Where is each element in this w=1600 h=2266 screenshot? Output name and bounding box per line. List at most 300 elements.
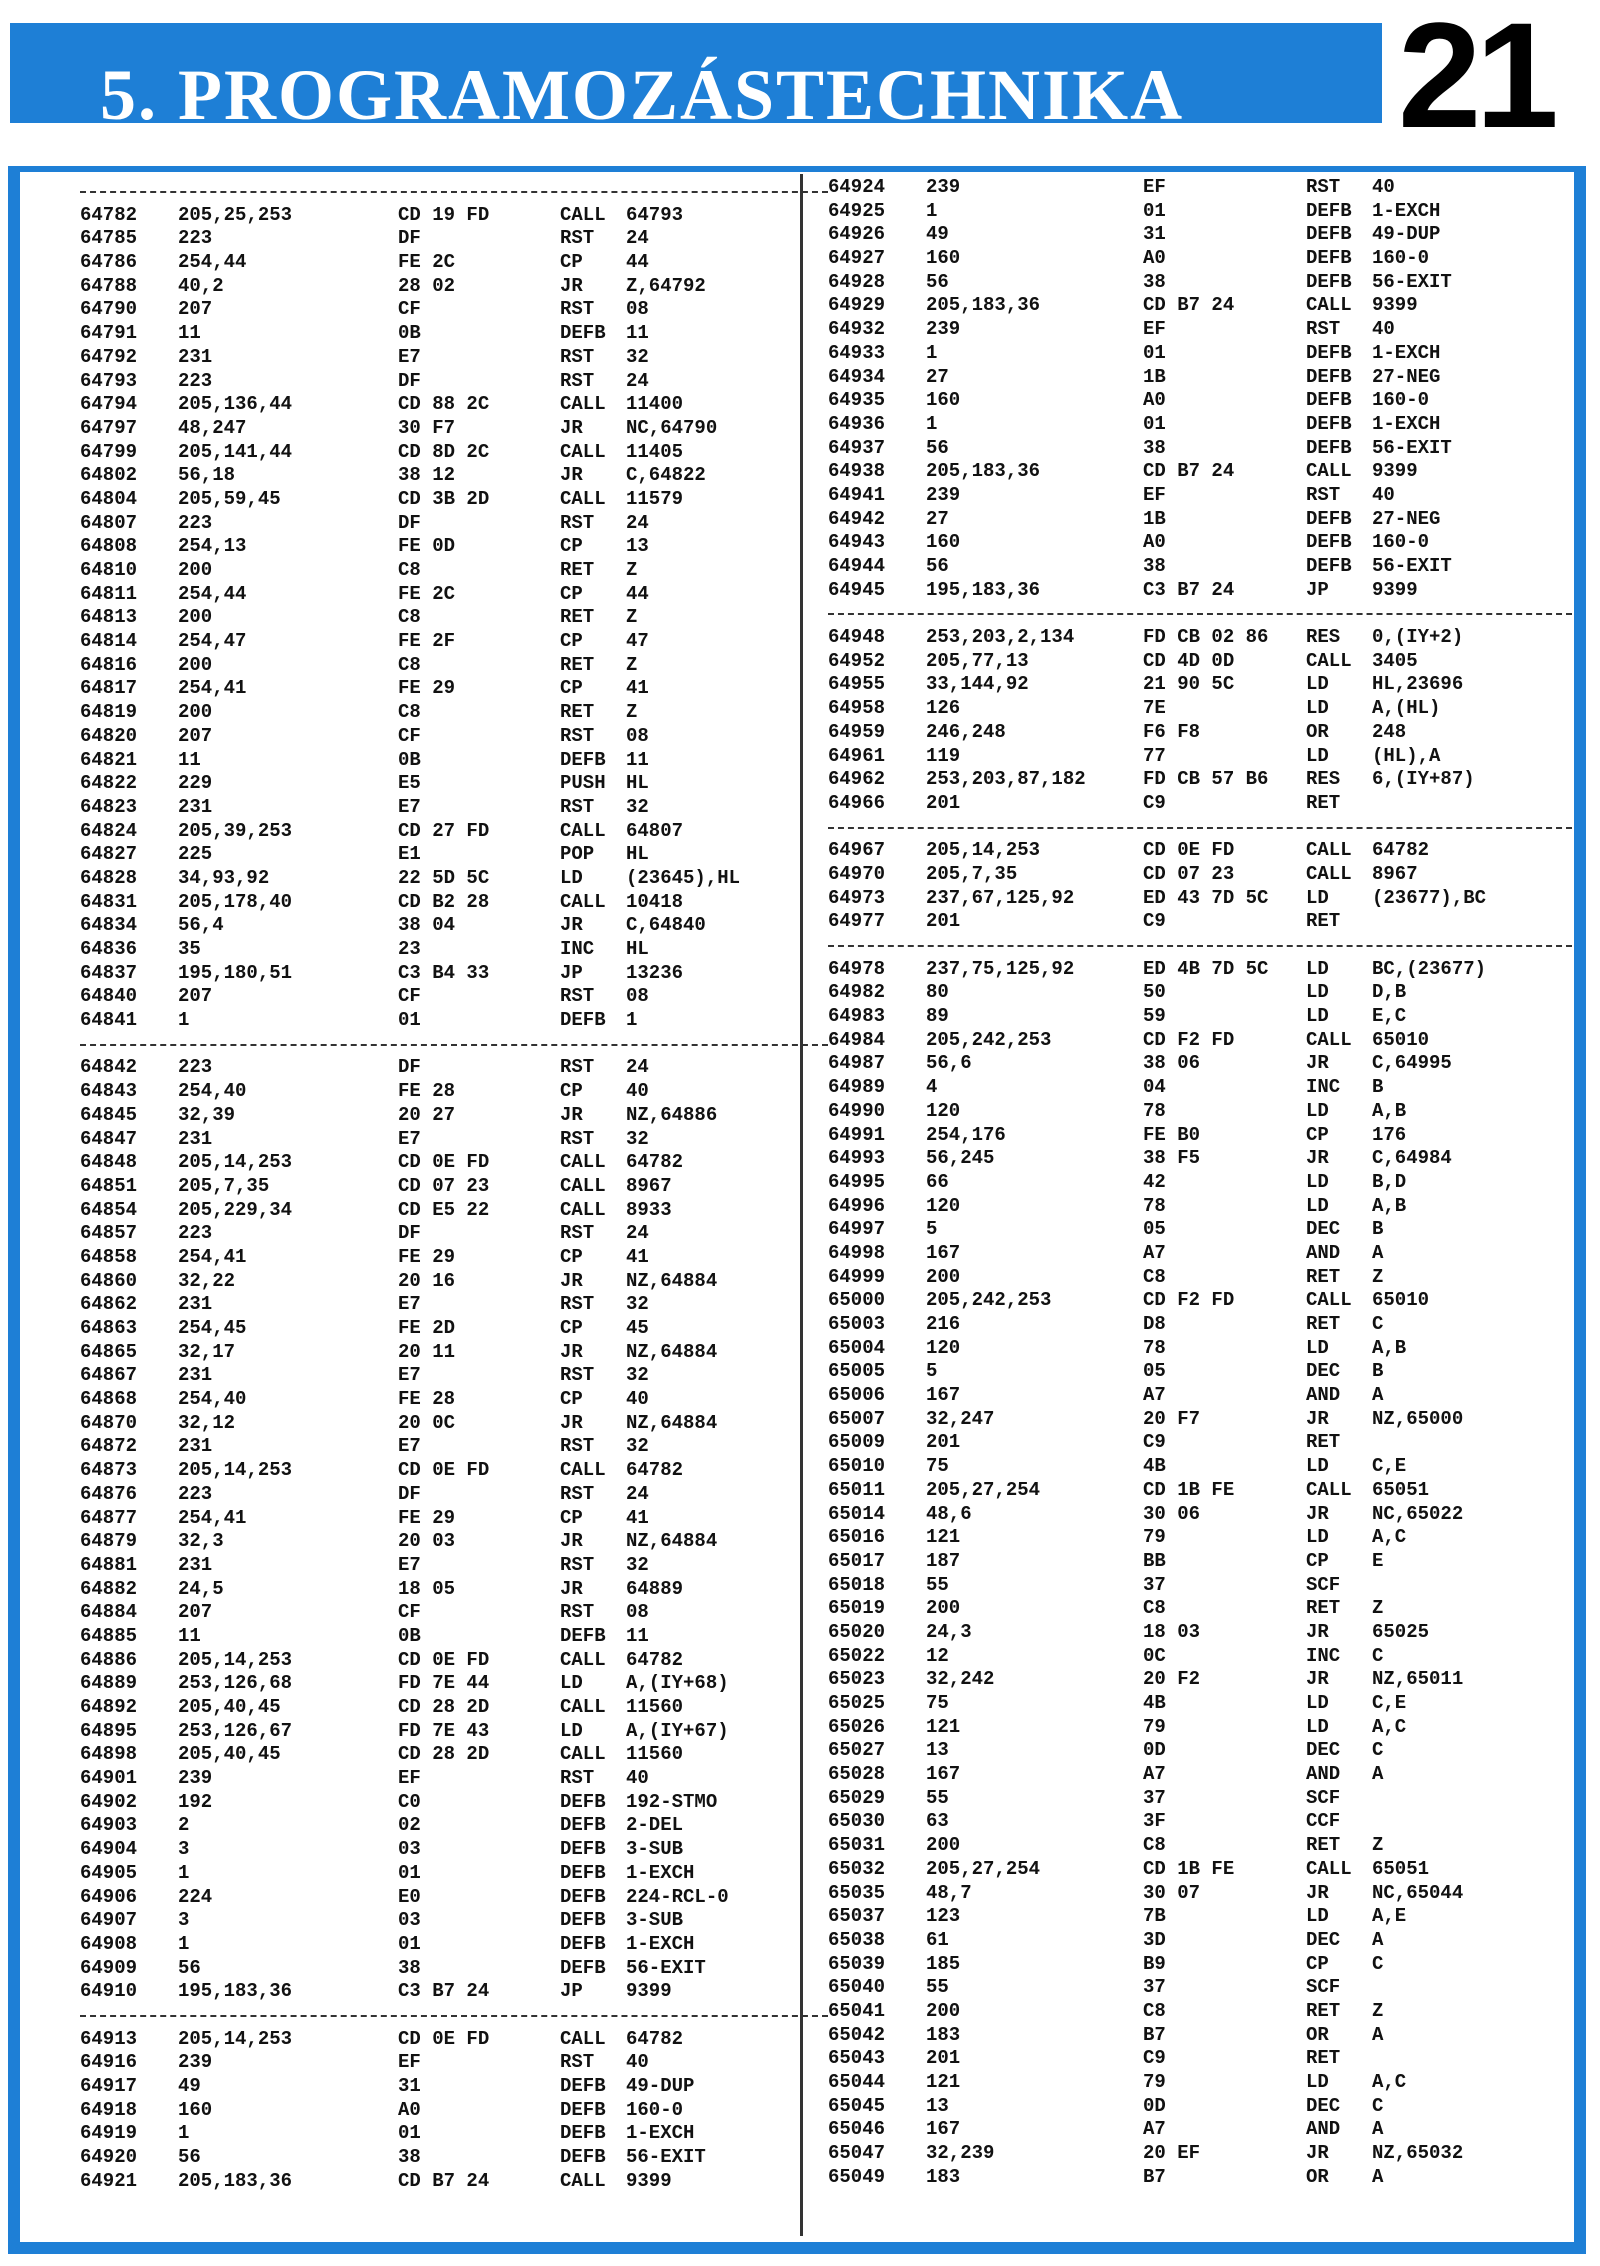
mnemonic: RST bbox=[560, 724, 595, 747]
operand: Z bbox=[1372, 1834, 1384, 1857]
address: 65046 bbox=[828, 2118, 886, 2141]
mnemonic: CALL bbox=[560, 1459, 606, 1482]
listing-row bbox=[80, 346, 820, 370]
listing-row bbox=[80, 725, 820, 749]
address: 64813 bbox=[80, 606, 138, 629]
address: 65006 bbox=[828, 1384, 886, 1407]
mnemonic: CALL bbox=[1306, 1028, 1352, 1051]
hex-bytes: DF bbox=[398, 227, 421, 250]
decimal-bytes: 35 bbox=[178, 938, 201, 960]
decimal-bytes: 24,3 bbox=[926, 1620, 972, 1643]
mnemonic: RET bbox=[1306, 1313, 1341, 1335]
decimal-bytes: 40,2 bbox=[178, 274, 224, 297]
address: 65003 bbox=[828, 1313, 886, 1335]
address: 64881 bbox=[80, 1553, 138, 1576]
listing-row bbox=[828, 223, 1568, 247]
listing-row bbox=[80, 1151, 820, 1175]
hex-bytes: CF bbox=[398, 1601, 421, 1624]
hex-bytes: CD 0E FD bbox=[1143, 839, 1235, 862]
hex-bytes: 38 12 bbox=[398, 464, 456, 487]
listing-row bbox=[80, 370, 820, 394]
address: 64970 bbox=[828, 862, 886, 885]
operand: 47 bbox=[626, 630, 649, 653]
listing-row bbox=[828, 555, 1568, 579]
hex-bytes: FE 29 bbox=[398, 677, 456, 700]
listing-row bbox=[80, 1720, 820, 1744]
address: 64782 bbox=[80, 203, 138, 226]
address: 65020 bbox=[828, 1620, 886, 1643]
operand: A bbox=[1372, 2023, 1384, 2046]
listing-row bbox=[80, 630, 820, 654]
hex-bytes: E0 bbox=[398, 1885, 421, 1908]
hex-bytes: FE 2F bbox=[398, 630, 456, 653]
hex-bytes: ED 43 7D 5C bbox=[1143, 886, 1269, 909]
operand: B bbox=[1372, 1218, 1384, 1241]
decimal-bytes: 253,126,67 bbox=[178, 1719, 293, 1742]
decimal-bytes: 32,247 bbox=[926, 1407, 995, 1430]
address: 65040 bbox=[828, 1976, 886, 1999]
address: 65004 bbox=[828, 1336, 886, 1359]
operand: 64782 bbox=[626, 1151, 684, 1174]
decimal-bytes: 239 bbox=[926, 318, 961, 341]
mnemonic: JR bbox=[1306, 1668, 1329, 1691]
operand: NZ,65011 bbox=[1372, 1668, 1464, 1691]
decimal-bytes: 192 bbox=[178, 1790, 213, 1813]
operand: 40 bbox=[626, 1767, 649, 1790]
operand: NZ,64884 bbox=[626, 1411, 718, 1434]
address: 64870 bbox=[80, 1411, 138, 1434]
mnemonic: JR bbox=[560, 1340, 583, 1363]
hex-bytes: C8 bbox=[1143, 1834, 1166, 1857]
operand: 11 bbox=[626, 748, 649, 771]
mnemonic: JR bbox=[1306, 1502, 1329, 1525]
address: 64919 bbox=[80, 2122, 138, 2145]
hex-bytes: 0B bbox=[398, 748, 421, 771]
decimal-bytes: 3 bbox=[178, 1909, 190, 1932]
hex-bytes: CD 3B 2D bbox=[398, 487, 490, 510]
address: 64885 bbox=[80, 1624, 138, 1647]
listing-row bbox=[828, 1574, 1568, 1598]
operand: 41 bbox=[626, 1506, 649, 1529]
operand: 24 bbox=[626, 227, 649, 250]
decimal-bytes: 205,7,35 bbox=[926, 862, 1018, 885]
mnemonic: CALL bbox=[560, 393, 606, 416]
hex-bytes: C8 bbox=[1143, 1597, 1166, 1620]
decimal-bytes: 246,248 bbox=[926, 720, 1006, 743]
listing-row bbox=[80, 1886, 820, 1910]
address: 64932 bbox=[828, 318, 886, 341]
hex-bytes: A7 bbox=[1143, 2118, 1166, 2141]
hex-bytes: 50 bbox=[1143, 981, 1166, 1004]
decimal-bytes: 1 bbox=[926, 341, 938, 364]
hex-bytes: CD 88 2C bbox=[398, 393, 490, 416]
mnemonic: CALL bbox=[560, 487, 606, 510]
mnemonic: OR bbox=[1306, 2023, 1329, 2046]
listing-row bbox=[828, 1858, 1568, 1882]
hex-bytes: CD F2 FD bbox=[1143, 1289, 1235, 1312]
listing-row bbox=[828, 579, 1568, 603]
mnemonic: JR bbox=[560, 1269, 583, 1292]
mnemonic: RST bbox=[560, 1435, 595, 1458]
operand: C bbox=[1372, 1644, 1384, 1667]
mnemonic: JR bbox=[560, 1530, 583, 1553]
hex-bytes: E7 bbox=[398, 1127, 421, 1150]
listing-row bbox=[80, 820, 820, 844]
hex-bytes: 20 EF bbox=[1143, 2142, 1201, 2165]
operand: HL bbox=[626, 938, 649, 960]
decimal-bytes: 1 bbox=[178, 1932, 190, 1955]
decimal-bytes: 120 bbox=[926, 1194, 961, 1217]
operand: A bbox=[1372, 1763, 1384, 1786]
decimal-bytes: 123 bbox=[926, 1905, 961, 1928]
mnemonic: CALL bbox=[560, 1648, 606, 1671]
address: 64901 bbox=[80, 1767, 138, 1790]
decimal-bytes: 160 bbox=[926, 389, 961, 412]
decimal-bytes: 205,141,44 bbox=[178, 440, 293, 463]
hex-bytes: ED 4B 7D 5C bbox=[1143, 957, 1269, 980]
operand: 41 bbox=[626, 677, 649, 700]
operand: A,(IY+67) bbox=[626, 1719, 729, 1742]
operand: Z bbox=[626, 606, 638, 629]
hex-bytes: CD 0E FD bbox=[398, 1151, 490, 1174]
hex-bytes: CD 4D 0D bbox=[1143, 649, 1235, 672]
decimal-bytes: 216 bbox=[926, 1313, 961, 1335]
operand: C,64840 bbox=[626, 914, 706, 937]
hex-bytes: A0 bbox=[1143, 389, 1166, 412]
mnemonic: SCF bbox=[1306, 1976, 1341, 1999]
address: 65043 bbox=[828, 2047, 886, 2070]
operand: Z bbox=[626, 653, 638, 676]
address: 64978 bbox=[828, 957, 886, 980]
operand: A,B bbox=[1372, 1194, 1407, 1217]
hex-bytes: CD 0E FD bbox=[398, 1459, 490, 1482]
decimal-bytes: 160 bbox=[926, 247, 961, 270]
hex-bytes: 04 bbox=[1143, 1076, 1166, 1099]
decimal-bytes: 63 bbox=[926, 1810, 949, 1833]
listing-row bbox=[828, 1052, 1568, 1076]
address: 64882 bbox=[80, 1577, 138, 1600]
operand: 11 bbox=[626, 322, 649, 345]
mnemonic: LD bbox=[1306, 1005, 1329, 1028]
hex-bytes: C8 bbox=[398, 559, 421, 581]
hex-bytes: 02 bbox=[398, 1814, 421, 1837]
decimal-bytes: 253,126,68 bbox=[178, 1672, 293, 1695]
mnemonic: CALL bbox=[560, 819, 606, 842]
address: 64793 bbox=[80, 369, 138, 392]
address: 64845 bbox=[80, 1103, 138, 1126]
mnemonic: JR bbox=[1306, 1407, 1329, 1430]
address: 64788 bbox=[80, 274, 138, 297]
decimal-bytes: 200 bbox=[178, 653, 213, 676]
address: 65011 bbox=[828, 1478, 886, 1501]
operand: 11405 bbox=[626, 440, 684, 463]
hex-bytes: CD 28 2D bbox=[398, 1743, 490, 1766]
listing-row bbox=[80, 1814, 820, 1838]
mnemonic: RST bbox=[560, 227, 595, 250]
mnemonic: INC bbox=[1306, 1644, 1341, 1667]
operand: NZ,64884 bbox=[626, 1269, 718, 1292]
hex-bytes: FE 0D bbox=[398, 535, 456, 558]
operand: 56-EXIT bbox=[1372, 555, 1452, 577]
address: 64860 bbox=[80, 1269, 138, 1292]
address: 64786 bbox=[80, 251, 138, 274]
listing-row bbox=[80, 1412, 820, 1436]
hex-bytes: CD 1B FE bbox=[1143, 1857, 1235, 1880]
listing-row bbox=[828, 768, 1568, 792]
hex-bytes: FD CB 02 86 bbox=[1143, 626, 1269, 649]
mnemonic: DEFB bbox=[560, 2146, 606, 2169]
operand: 3-SUB bbox=[626, 1838, 684, 1861]
mnemonic: JP bbox=[1306, 578, 1329, 601]
operand: 32 bbox=[626, 1435, 649, 1458]
mnemonic: RST bbox=[560, 1767, 595, 1790]
address: 65031 bbox=[828, 1834, 886, 1857]
section-separator bbox=[828, 816, 1568, 840]
address: 64824 bbox=[80, 819, 138, 842]
mnemonic: DEFB bbox=[560, 1956, 606, 1979]
hex-bytes: FE 2C bbox=[398, 251, 456, 274]
address: 64929 bbox=[828, 294, 886, 317]
hex-bytes: DF bbox=[398, 1222, 421, 1245]
listing-row bbox=[828, 508, 1568, 532]
mnemonic: LD bbox=[1306, 1455, 1329, 1478]
address: 64858 bbox=[80, 1245, 138, 1268]
decimal-bytes: 205,242,253 bbox=[926, 1028, 1052, 1051]
listing-row bbox=[80, 1317, 820, 1341]
address: 64924 bbox=[828, 176, 886, 198]
mnemonic: CALL bbox=[1306, 1289, 1352, 1312]
decimal-bytes: 200 bbox=[926, 1834, 961, 1857]
hex-bytes: A7 bbox=[1143, 1763, 1166, 1786]
listing-row bbox=[828, 318, 1568, 342]
mnemonic: LD bbox=[560, 1719, 583, 1742]
operand: 8967 bbox=[626, 1174, 672, 1197]
listing-row bbox=[828, 200, 1568, 224]
operand: C,E bbox=[1372, 1692, 1407, 1714]
listing-row bbox=[828, 1384, 1568, 1408]
mnemonic: RST bbox=[560, 345, 595, 368]
listing-row bbox=[828, 1763, 1568, 1787]
hex-bytes: E7 bbox=[398, 1293, 421, 1316]
operand: 0,(IY+2) bbox=[1372, 626, 1464, 649]
operand: C,64984 bbox=[1372, 1147, 1452, 1170]
hex-bytes: 21 90 5C bbox=[1143, 673, 1235, 696]
hex-bytes: 20 F2 bbox=[1143, 1668, 1201, 1691]
operand: 56-EXIT bbox=[1372, 270, 1452, 293]
hex-bytes: DF bbox=[398, 511, 421, 534]
decimal-bytes: 200 bbox=[926, 1265, 961, 1288]
mnemonic: DEC bbox=[1306, 1928, 1341, 1951]
operand: 64807 bbox=[626, 819, 684, 842]
operand: C bbox=[1372, 1952, 1384, 1975]
mnemonic: JP bbox=[560, 961, 583, 984]
listing-row bbox=[80, 938, 820, 962]
listing-row bbox=[80, 512, 820, 536]
operand: 56-EXIT bbox=[1372, 436, 1452, 459]
decimal-bytes: 254,40 bbox=[178, 1080, 247, 1103]
hex-bytes: 03 bbox=[398, 1838, 421, 1861]
decimal-bytes: 32,3 bbox=[178, 1530, 224, 1553]
mnemonic: DEFB bbox=[560, 1861, 606, 1884]
listing-row bbox=[80, 1483, 820, 1507]
mnemonic: RST bbox=[1306, 176, 1341, 198]
listing-row bbox=[828, 389, 1568, 413]
address: 64941 bbox=[828, 483, 886, 506]
operand: 08 bbox=[626, 985, 649, 1008]
hex-bytes: BB bbox=[1143, 1549, 1166, 1572]
listing-row bbox=[80, 1293, 820, 1317]
mnemonic: DEFB bbox=[1306, 199, 1352, 222]
listing-row bbox=[80, 701, 820, 725]
decimal-bytes: 32,239 bbox=[926, 2142, 995, 2165]
decimal-bytes: 200 bbox=[926, 1999, 961, 2022]
mnemonic: RST bbox=[560, 1364, 595, 1387]
operand: C,E bbox=[1372, 1455, 1407, 1478]
mnemonic: RST bbox=[560, 298, 595, 321]
decimal-bytes: 61 bbox=[926, 1928, 949, 1951]
listing-row bbox=[80, 1341, 820, 1365]
listing-row bbox=[80, 1601, 820, 1625]
operand: 1-EXCH bbox=[626, 1932, 695, 1955]
address: 65049 bbox=[828, 2165, 886, 2188]
hex-bytes: 22 5D 5C bbox=[398, 866, 490, 889]
hex-bytes: 3F bbox=[1143, 1810, 1166, 1833]
listing-row bbox=[828, 1171, 1568, 1195]
address: 65005 bbox=[828, 1360, 886, 1383]
mnemonic: DEFB bbox=[560, 2098, 606, 2121]
address: 64810 bbox=[80, 559, 138, 581]
address: 64927 bbox=[828, 247, 886, 270]
mnemonic: DEFB bbox=[560, 1009, 606, 1032]
mnemonic: DEFB bbox=[1306, 365, 1352, 388]
decimal-bytes: 195,180,51 bbox=[178, 961, 293, 984]
address: 64823 bbox=[80, 795, 138, 818]
operand: Z bbox=[1372, 1597, 1384, 1620]
operand: 40 bbox=[1372, 483, 1395, 506]
hex-bytes: CD 1B FE bbox=[1143, 1478, 1235, 1501]
decimal-bytes: 253,203,2,134 bbox=[926, 626, 1075, 649]
hex-bytes: EF bbox=[1143, 318, 1166, 341]
decimal-bytes: 254,41 bbox=[178, 1245, 247, 1268]
listing-row bbox=[80, 1980, 820, 2004]
listing-row bbox=[828, 1455, 1568, 1479]
address: 64854 bbox=[80, 1198, 138, 1221]
mnemonic: CALL bbox=[1306, 862, 1352, 885]
hex-bytes: 28 02 bbox=[398, 274, 456, 297]
mnemonic: RST bbox=[560, 511, 595, 534]
hex-bytes: 30 07 bbox=[1143, 1881, 1201, 1904]
decimal-bytes: 205,40,45 bbox=[178, 1743, 281, 1766]
mnemonic: RET bbox=[1306, 910, 1341, 933]
address: 64904 bbox=[80, 1838, 138, 1861]
hex-bytes: C9 bbox=[1143, 791, 1166, 814]
address: 64797 bbox=[80, 416, 138, 439]
hex-bytes: E7 bbox=[398, 795, 421, 818]
listing-row bbox=[80, 1199, 820, 1223]
mnemonic: DEFB bbox=[560, 1909, 606, 1932]
operand: 11400 bbox=[626, 393, 684, 416]
decimal-bytes: 205,7,35 bbox=[178, 1174, 270, 1197]
listing-row bbox=[80, 227, 820, 251]
operand: D,B bbox=[1372, 981, 1407, 1004]
listing-row bbox=[828, 1503, 1568, 1527]
decimal-bytes: 12 bbox=[926, 1644, 949, 1667]
hex-bytes: 78 bbox=[1143, 1336, 1166, 1359]
mnemonic: LD bbox=[1306, 1170, 1329, 1193]
address: 64995 bbox=[828, 1170, 886, 1193]
mnemonic: DEFB bbox=[560, 1814, 606, 1837]
listing-row bbox=[80, 2170, 820, 2194]
listing-row bbox=[80, 796, 820, 820]
listing-row bbox=[828, 2118, 1568, 2142]
address: 64841 bbox=[80, 1009, 138, 1032]
operand: 11560 bbox=[626, 1696, 684, 1718]
operand: 24 bbox=[626, 511, 649, 534]
address: 64886 bbox=[80, 1648, 138, 1671]
mnemonic: AND bbox=[1306, 1763, 1341, 1786]
address: 65022 bbox=[828, 1644, 886, 1667]
decimal-bytes: 121 bbox=[926, 1715, 961, 1738]
operand: E,C bbox=[1372, 1005, 1407, 1028]
operand: 65051 bbox=[1372, 1857, 1430, 1880]
operand: 11579 bbox=[626, 487, 684, 510]
decimal-bytes: 119 bbox=[926, 744, 961, 767]
hex-bytes: FE 29 bbox=[398, 1506, 456, 1529]
address: 64921 bbox=[80, 2169, 138, 2192]
mnemonic: LD bbox=[1306, 744, 1329, 767]
address: 64906 bbox=[80, 1885, 138, 1908]
listing-row bbox=[80, 1743, 820, 1767]
listing-row bbox=[80, 322, 820, 346]
decimal-bytes: 223 bbox=[178, 1222, 213, 1245]
hex-bytes: 31 bbox=[1143, 223, 1166, 246]
listing-row bbox=[828, 1692, 1568, 1716]
mnemonic: DEFB bbox=[1306, 223, 1352, 246]
operand: 160-0 bbox=[1372, 247, 1430, 270]
listing-row bbox=[80, 2075, 820, 2099]
operand: 8933 bbox=[626, 1198, 672, 1221]
operand: 08 bbox=[626, 298, 649, 321]
address: 64918 bbox=[80, 2098, 138, 2121]
address: 64966 bbox=[828, 791, 886, 814]
address: 64993 bbox=[828, 1147, 886, 1170]
operand: 9399 bbox=[1372, 460, 1418, 483]
address: 64996 bbox=[828, 1194, 886, 1217]
hex-bytes: FD CB 57 B6 bbox=[1143, 768, 1269, 791]
decimal-bytes: 126 bbox=[926, 697, 961, 720]
listing-row bbox=[80, 1578, 820, 1602]
listing-row bbox=[80, 2051, 820, 2075]
operand: 24 bbox=[626, 1482, 649, 1505]
decimal-bytes: 167 bbox=[926, 2118, 961, 2141]
hex-bytes: C3 B7 24 bbox=[1143, 578, 1235, 601]
operand: 9399 bbox=[626, 1980, 672, 2003]
decimal-bytes: 185 bbox=[926, 1952, 961, 1975]
address: 65009 bbox=[828, 1431, 886, 1454]
mnemonic: RST bbox=[560, 1127, 595, 1150]
address: 64889 bbox=[80, 1672, 138, 1695]
address: 64934 bbox=[828, 365, 886, 388]
decimal-bytes: 200 bbox=[178, 559, 213, 581]
address: 64819 bbox=[80, 701, 138, 724]
operand: 32 bbox=[626, 795, 649, 818]
listing-row bbox=[828, 1905, 1568, 1929]
mnemonic: CALL bbox=[560, 1174, 606, 1197]
mnemonic: JR bbox=[1306, 1620, 1329, 1643]
address: 64903 bbox=[80, 1814, 138, 1837]
decimal-bytes: 32,39 bbox=[178, 1103, 236, 1126]
mnemonic: DEC bbox=[1306, 1739, 1341, 1762]
